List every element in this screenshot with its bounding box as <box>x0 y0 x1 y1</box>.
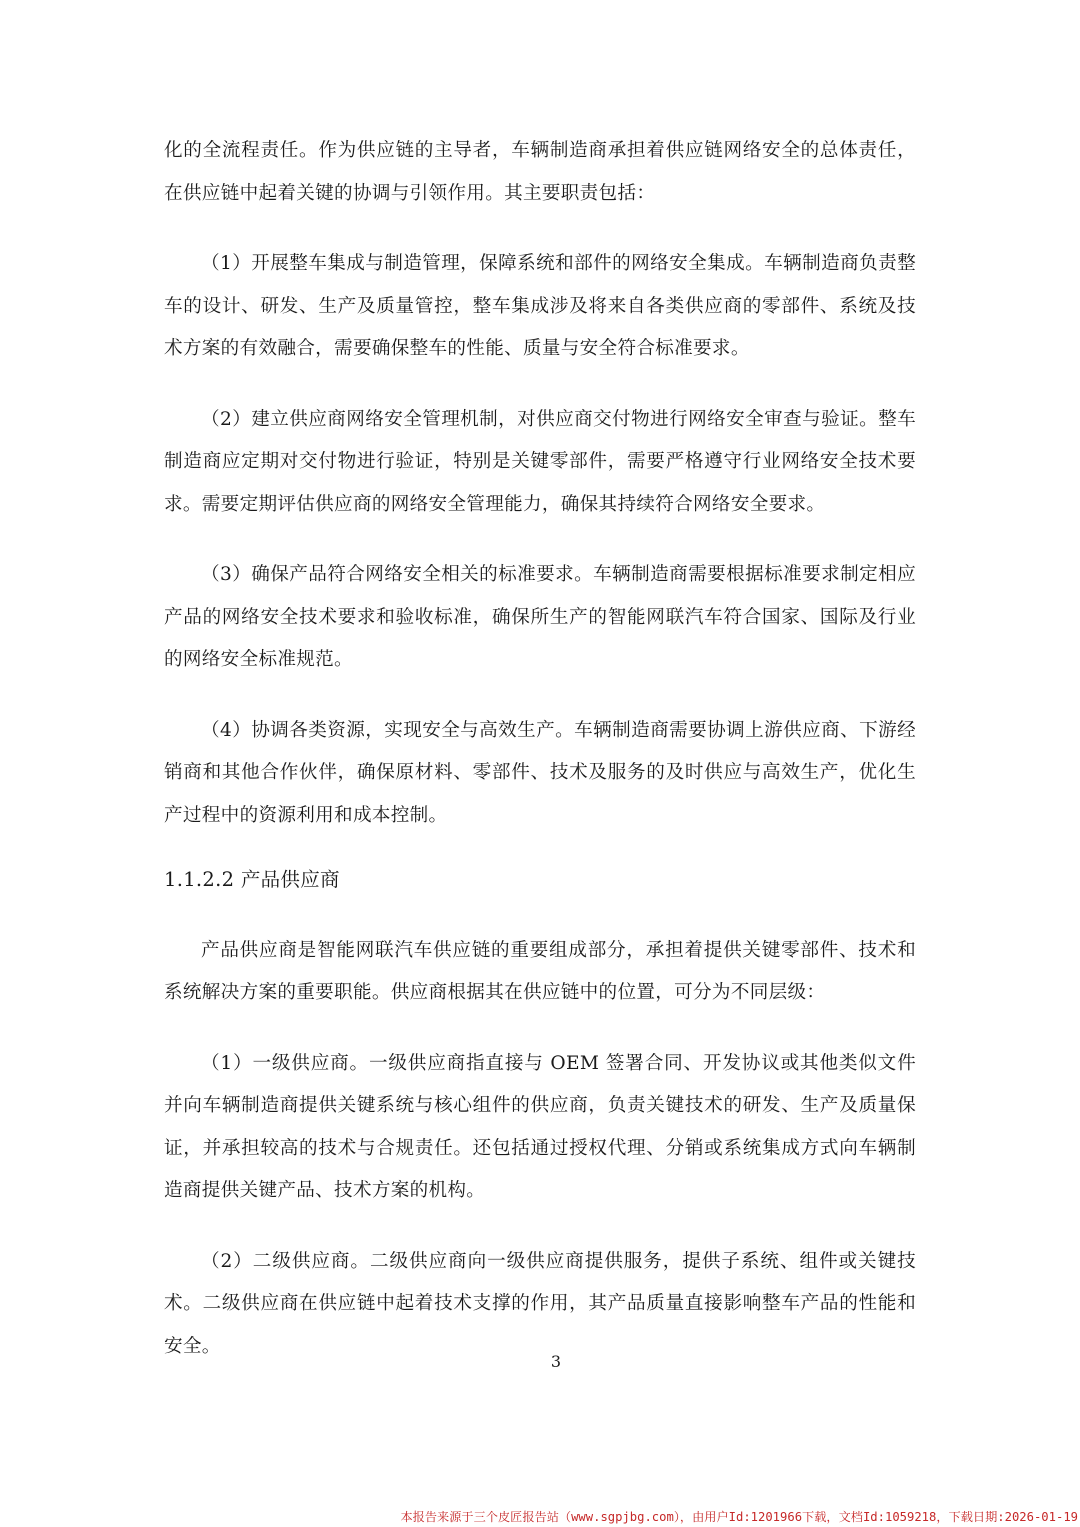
section-intro-paragraph: 产品供应商是智能网联汽车供应链的重要组成部分，承担着提供关键零部件、技术和系统解决方案的重要职能。供应商根据其在供应链中的位置，可分为不同层级： <box>164 939 916 1003</box>
page-number: 3 <box>550 1352 562 1371</box>
supplier-tier-2: （2）二级供应商。二级供应商向一级供应商提供服务，提供子系统、组件或关键技术。二级供应商在供应链中起着技术支撑的作用，其产品质量直接影响整车产品的性能和安全。 <box>164 1250 916 1357</box>
section-heading: 1.1.2.2 产品供应商 <box>164 868 340 891</box>
oem-duty-3: （3）确保产品符合网络安全相关的标准要求。车辆制造商需要根据标准要求制定相应产品的网络安全技术要求和验收标准，确保所生产的智能网联汽车符合国家、国际及行业的网络安全标准规范。 <box>164 564 916 670</box>
opening-paragraph: 化的全流程责任。作为供应链的主导者，车辆制造商承担着供应链网络安全的总体责任，在供应链中起着关键的协调与引领作用。其主要职责包括： <box>164 140 916 204</box>
oem-duty-2: （2）建立供应商网络安全管理机制，对供应商交付物进行网络安全审查与验证。整车制造商应定期对交付物进行验证，特别是关键零部件，需要严格遵守行业网络安全技术要求。需要定期评估供应商的网络安全管理能力，确保其持续符合网络安全要求。 <box>164 408 916 515</box>
supplier-tier-1: （1）一级供应商。一级供应商指直接与 OEM 签署合同、开发协议或其他类似文件并向车辆制造商提供关键系统与核心组件的供应商，负责关键技术的研发、生产及质量保证，并承担较高的技术与合规责任。还包括通过授权代理、分销或系统集成方式向车辆制造商提供关键产品、技术方案的机构。 <box>164 1052 916 1201</box>
oem-duty-4: （4）协调各类资源，实现安全与高效生产。车辆制造商需要协调上游供应商、下游经销商和其他合作伙伴，确保原材料、零部件、技术及服务的及时供应与高效生产，优化生产过程中的资源利用和成本控制。 <box>164 719 916 826</box>
oem-duty-1: （1）开展整车集成与制造管理，保障系统和部件的网络安全集成。车辆制造商负责整车的设计、研发、生产及质量管控，整车集成涉及将来自各类供应商的零部件、系统及技术方案的有效融合，需要确保整车的性能、质量与安全符合标准要求。 <box>164 253 916 359</box>
download-watermark: 本报告来源于三个皮匠报告站（www.sgpjbg.com），由用户Id:1201966下载，文档Id:1059218，下载日期:2026-01-19 <box>400 1510 1078 1524</box>
page-body <box>164 130 916 1368</box>
